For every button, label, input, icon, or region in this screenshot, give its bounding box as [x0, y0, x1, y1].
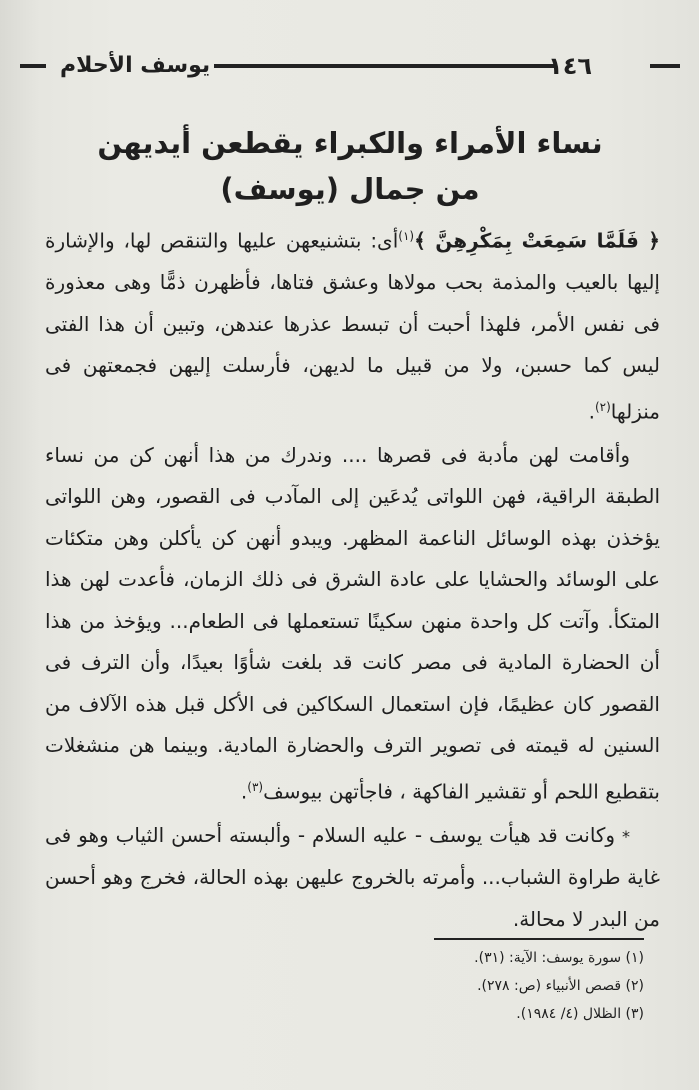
body-text [45, 216, 660, 940]
paragraph-1-end: . [588, 399, 595, 424]
page-number: ١٤٦ [548, 52, 592, 80]
header-rule-right [650, 64, 680, 68]
star-icon: * [622, 826, 630, 846]
paragraph-2-end: . [240, 779, 248, 804]
page-header [20, 52, 680, 86]
header-rule-left [20, 64, 46, 68]
footnote-marker-1: (١) [398, 229, 415, 243]
chapter-title-line-2: من جمال (يوسف) [220, 172, 480, 206]
footnote-1: (١) سورة يوسف: الآية: (٣١). [474, 950, 644, 966]
footnotes [314, 944, 644, 1028]
paragraph-2 [45, 435, 660, 813]
paragraph-2-text: وأقامت لهن مأدبة فى قصرها .... وندرك من هذا أنهن كن من نساء الطبقة الراقية، فهن اللواتى يُدعَين إلى المآدب فى القصور، وهن اللواتى يؤخذن بهذه الوسائل الناعمة المظهر. ويبدو أنهن كن يأكلن وهن متكئات على الوسائد والحشايا على عادة الشرق فى ذلك الزمان، فأعدت لهن هذا المتكأ. وآتت كل واحدة منهن سكينًا تستعملها فى الطعام... ويؤخذ من هذا أن الحضارة المادية فى مصر كانت قد بلغت شأوًا بعيدًا، وأن الترف فى القصور كان عظيمًا، فإن استعمال السكاكين فى الأكل قبل هذه الآلاف من السنين له قيمته فى تصوير الترف والحضارة المادية. وبينما هن منشغلات بتقطيع اللحم أو تقشير الفاكهة ، فاجأتهن بيوسف [45, 442, 660, 804]
chapter-title [30, 120, 670, 212]
quran-verse: ﴿ فَلَمَّا سَمِعَتْ بِمَكْرِهِنَّ ﴾ [414, 228, 660, 253]
chapter-title-line-1: نساء الأمراء والكبراء يقطعن أيديهن [97, 126, 603, 160]
footnote-3: (٣) الظلال (٤/ ١٩٨٤). [516, 1006, 644, 1022]
footnote-marker-3: (٣) [247, 779, 264, 794]
footnote-2: (٢) قصص الأنبياء (ص: ٢٧٨). [477, 978, 644, 994]
paragraph-3 [45, 815, 660, 941]
paragraph-1-text: أى: بتشنيعهن عليها والتنقص لها، والإشارة إليها بالعيب والمذمة بحب مولاها وعشق فتاها، فأظهرن ذمًّا وهى معذورة فى نفس الأمر، فلهذا أحبت أن تبسط عذرها عندهن، وتبين أن هذا الفتى ليس كما حسبن، ولا من قبيل ما لديهن، فأرسلت إليهن فجمعتهن فى منزلها [45, 228, 660, 424]
paragraph-3-text: وكانت قد هيأت يوسف - عليه السلام - وألبسته أحسن الثياب وهو فى غاية طراوة الشباب... وأمرته بالخروج عليهن بهذه الحالة، فخرج وهو أحسن من البدر لا محالة. [45, 822, 660, 931]
footnote-marker-2: (٢) [594, 399, 611, 414]
running-title: يوسف الأحلام [60, 53, 211, 78]
paragraph-1 [45, 216, 660, 433]
footnote-separator [434, 938, 644, 940]
header-rule-middle [214, 64, 554, 68]
